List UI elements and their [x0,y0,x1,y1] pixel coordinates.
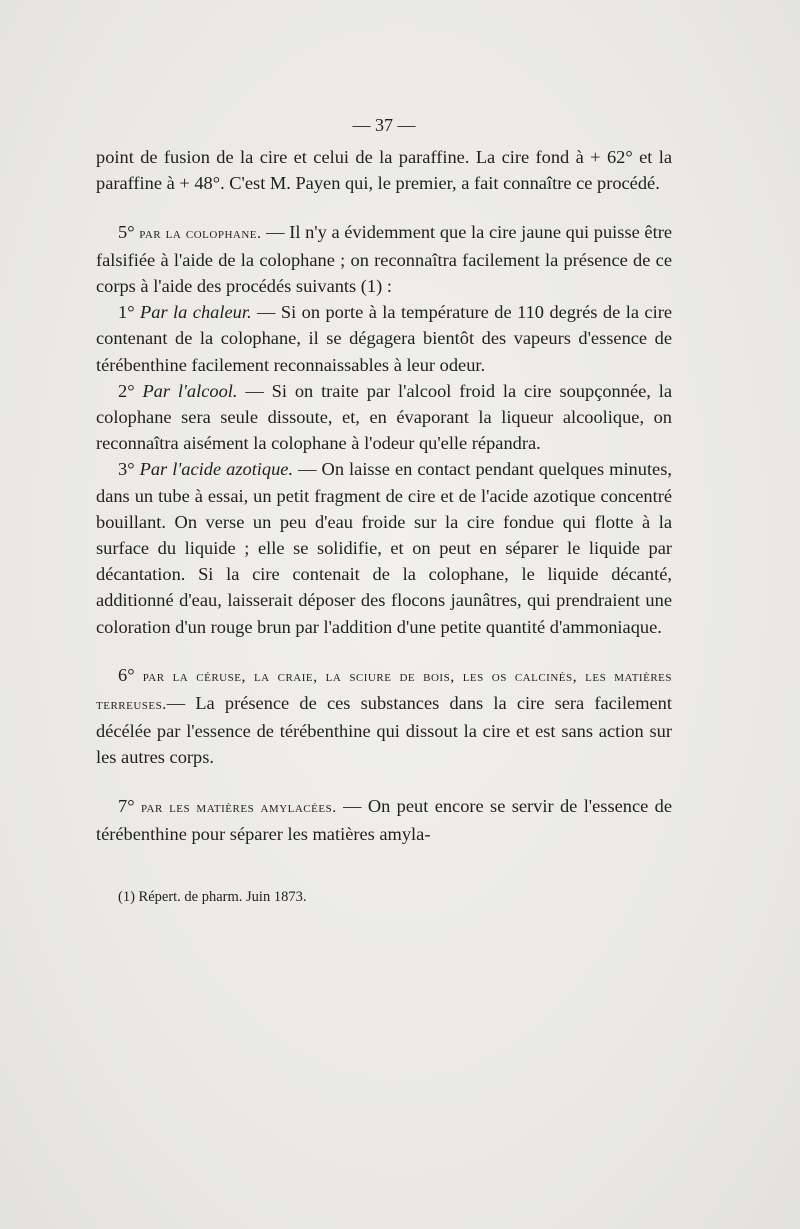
method-number: 2° [118,380,135,401]
method-text: — On laisse en contact pendant quelques minutes, dans un tube à essai, un petit fragment de cire et de l'acide azotique concentré bouillant. On verse un peu d'eau froide sur la cire fondue qui flotte à la surface du liquide ; elle se solidifie, et on peut en séparer le liquide par décantation. Si la cire contenait de la colophane, le liquide décanté, additionné d'eau, laisserait déposer des flocons jaunâtres, qui prendraient une coloration d'un rouge brun par l'addition d'une petite quantité d'ammoniaque. [96,459,672,637]
section-heading: par la colophane. [139,224,262,242]
section-heading: par les matières amylacées. [140,798,337,816]
section-text: — On peut encore se servir de l'essence de térébenthine pour séparer les matières amyla- [96,795,673,844]
method-2 [96,378,672,457]
section-number: 7° [118,795,135,816]
paragraph-continuation [96,144,672,196]
method-text: — Si on porte à la température de 110 degrés de la cire contenant de la colophane, il se dégagera bientôt des vapeurs d'essence de térébenthine facilement reconnaissables à leur odeur. [96,302,672,375]
method-title: Par la chaleur. [140,302,252,323]
method-title: Par l'alcool. [142,380,238,401]
section-number: 6° [118,664,135,685]
section-7 [96,793,672,847]
section-6 [96,662,672,771]
section-heading: par la céruse, la craie, la sciure de bois, les os calcinés, les matières terreuses. [96,667,672,714]
footnote: (1) Répert. de pharm. Juin 1873. [118,889,307,906]
section-text: — La présence de ces substances dans la cire sera facilement décélée par l'essence de térébenthine qui dissout la cire et est sans action sur les autres corps. [96,693,672,768]
page-number: — 37 — [352,115,416,135]
method-number: 1° [118,302,135,323]
method-1 [96,299,672,378]
method-title: Par l'acide azotique. [139,459,294,480]
section-text: — Il n'y a évidemment que la cire jaune qui puisse être falsifiée à l'aide de la colophane ; on reconnaîtra facilement la présence de ce corps à l'aide des procédés suivants (1) : [96,221,672,297]
section-number: 5° [118,221,135,242]
paragraph-text: point de fusion de la cire et celui de la paraffine. La cire fond à + 62° et la paraffine à + 48°. C'est M. Payen qui, le premier, a fait connaître ce procédé. [96,147,672,194]
method-number: 3° [118,459,135,480]
method-text: — Si on traite par l'alcool froid la cire soupçonnée, la colophane sera seule dissoute, et, en évaporant la liqueur alcoolique, on reconnaîtra aisément la colophane à l'odeur qu'elle répandra. [96,380,672,454]
section-5 [96,219,672,300]
method-3 [96,456,672,639]
page-text [96,112,672,907]
